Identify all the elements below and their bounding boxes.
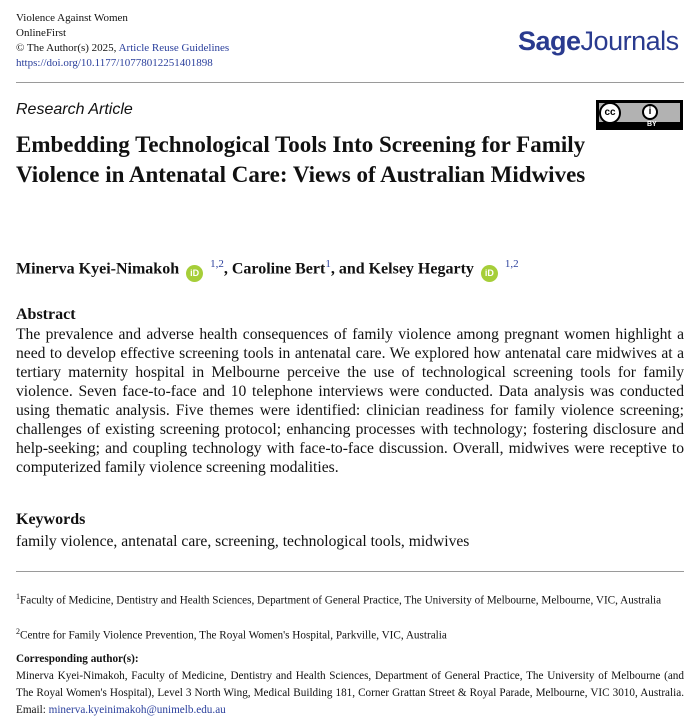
author-name[interactable]: Kelsey Hegarty [368, 260, 474, 278]
attribution-icon: i [642, 104, 658, 120]
cc-by-license-badge[interactable] [596, 100, 683, 130]
article-title: Embedding Technological Tools Into Screening for Family Violence in Antenatal Care: Views of Australian Midwives [16, 132, 586, 187]
copyright-text: © The Author(s) 2025, [16, 42, 117, 54]
author-name[interactable]: Caroline Bert [231, 260, 326, 278]
author-separator: , and [330, 260, 365, 278]
orcid-icon[interactable]: iD [481, 265, 498, 282]
author-name[interactable]: Minerva Kyei-Nimakoh [16, 260, 180, 278]
journal-meta [16, 11, 229, 71]
abstract-text: The prevalence and adverse health consequences of family violence among pregnant women highlight a need to develop effective screening tools in antenatal care. We explored how antenatal care midwives at a tertiary maternity hospital in Melbourne perceive the use of technological screening tools for family violence. Seven face-to-face and 10 telephone interviews were conducted. Data analysis was conducted using thematic analysis. Five themes were identified: clinician readiness for family violence screening; challenges of existing screening protocol; enhancing processes with technology; fostering disclosure and help-seeking; and coupling technology with face-to-face discussion. Overall, midwives were receptive to computerized family violence screening modalities. [16, 326, 684, 476]
affiliation-number: 2 [16, 627, 20, 636]
issue-label: OnlineFirst [16, 27, 67, 39]
author-affiliation-marker: 1,2 [210, 258, 224, 270]
author-separator: , [223, 260, 228, 278]
reuse-guidelines-link[interactable]: Article Reuse Guidelines [118, 42, 230, 54]
affiliation-1 [16, 588, 684, 610]
keywords-text: family violence, antenatal care, screening, technological tools, midwives [16, 533, 470, 550]
author-affiliation-marker: 1,2 [504, 258, 519, 270]
brand-journals: Journals [580, 26, 679, 56]
orcid-icon[interactable]: iD [186, 265, 203, 282]
cc-icon: cc [599, 102, 621, 124]
header-divider [16, 82, 684, 83]
keywords-heading: Keywords [16, 511, 86, 528]
author-list [16, 253, 519, 282]
article-type: Research Article [16, 101, 133, 118]
author-affiliation-marker: 1 [325, 258, 331, 270]
footnote-divider [16, 571, 684, 572]
corresponding-author-heading: Corresponding author(s): [16, 653, 139, 665]
corresponding-author-address: Minerva Kyei-Nimakoh, Faculty of Medicine, Dentistry and Health Sciences, Department of General Practice, The University of Melbourne (and The Royal Women's Hospital), Level 3 North Wing, Medical Building 181, Corner Grattan Street & Royal Parade, Melbourne, VIC 3010, Australia. Email: [16, 670, 684, 716]
abstract-heading: Abstract [16, 306, 76, 323]
sage-journals-logo[interactable] [518, 26, 679, 57]
email-link[interactable]: minerva.kyeinimakoh@unimelb.edu.au [48, 704, 226, 716]
affiliation-2 [16, 623, 684, 645]
by-label: BY [647, 121, 657, 128]
journal-name: Violence Against Women [16, 12, 128, 24]
doi-link[interactable]: https://doi.org/10.1177/10778012251401898 [16, 57, 213, 69]
corresponding-author-details [16, 668, 684, 719]
affiliation-text: Centre for Family Violence Prevention, The Royal Women's Hospital, Parkville, VIC, Australia [20, 629, 447, 642]
brand-sage: Sage [518, 26, 581, 56]
affiliation-number: 1 [16, 592, 20, 601]
affiliation-text: Faculty of Medicine, Dentistry and Health Sciences, Department of General Practice, The University of Melbourne, Melbourne, VIC, Australia [20, 594, 662, 607]
copyright-line [16, 41, 229, 56]
